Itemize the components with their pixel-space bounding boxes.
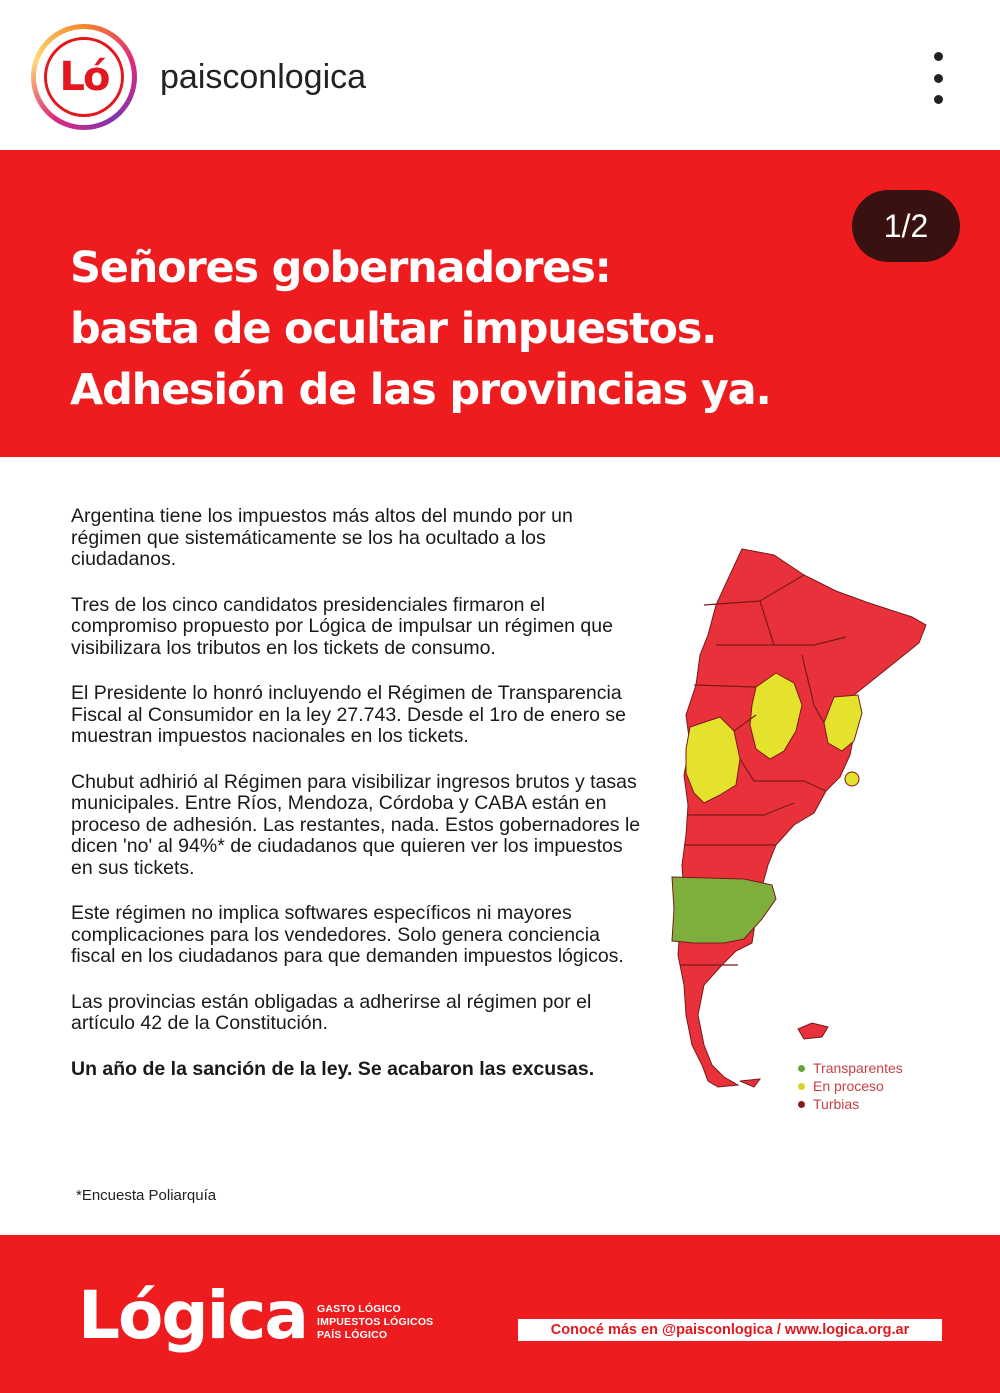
footnote: *Encuesta Poliarquía	[76, 1187, 217, 1204]
map-region-caba	[845, 772, 859, 786]
map-region-tierra-del-fuego-extra	[740, 1079, 760, 1087]
avatar-text: Ló	[59, 54, 109, 100]
logica-logo: Lógica	[78, 1277, 307, 1354]
legend-dot	[798, 1083, 805, 1090]
post-image	[0, 150, 1000, 1393]
post-header	[0, 0, 1000, 150]
legend-dot	[798, 1065, 805, 1072]
map-region-turbias	[678, 549, 926, 1087]
paragraph: Tres de los cinco candidatos presidenciales firmaron el compromiso propuesto por Lógica de impulsar un régimen que visibilizara los tributos en los tickets de consumo.	[71, 593, 613, 659]
map-legend	[798, 1059, 903, 1113]
headline	[70, 238, 870, 421]
tagline-line: PAÍS LÓGICO	[317, 1329, 388, 1341]
legend-label: Turbias	[813, 1096, 860, 1112]
avatar-background	[36, 29, 132, 125]
paragraph: Argentina tiene los impuestos más altos del mundo por un régimen que sistemáticamente se los ha ocultado a los ciudadanos.	[71, 505, 573, 570]
paragraph: Este régimen no implica softwares específicos ni mayores complicaciones para los vendedores. Solo genera conciencia fiscal en los ciudadanos para que demanden impuestos lógicos.	[71, 902, 624, 967]
tagline-line: IMPUESTOS LÓGICOS	[317, 1316, 434, 1328]
map-region-malvinas	[798, 1023, 828, 1039]
headline-line: Adhesión de las provincias ya.	[70, 365, 771, 415]
avatar[interactable]	[31, 24, 137, 130]
cta-link: Conocé más en @paisconlogica / www.logica.org.ar	[518, 1319, 942, 1341]
tagline-line: GASTO LÓGICO	[317, 1303, 401, 1315]
body-text	[71, 506, 646, 1104]
legend-item-turbias	[798, 1095, 903, 1113]
legend-label: Transparentes	[813, 1060, 903, 1076]
closing-statement: Un año de la sanción de la ley. Se acabaron las excusas.	[71, 1057, 595, 1080]
username-link[interactable]: paisconlogica	[160, 58, 367, 96]
legend-dot	[798, 1101, 805, 1108]
map-region-chubut	[672, 877, 776, 943]
footer-banner	[0, 1235, 1000, 1393]
more-options-button[interactable]	[920, 52, 956, 104]
more-vertical-icon-dot	[934, 74, 943, 83]
paragraph: Chubut adhirió al Régimen para visibilizar ingresos brutos y tasas municipales. Entre Ríos, Mendoza, Córdoba y CABA están en proceso de adhesión. Las restantes, nada. Estos gobernadores le dicen 'no' al 94%* de ciudadanos que quieren ver los impuestos en sus tickets.	[71, 770, 641, 879]
more-vertical-icon	[934, 52, 943, 61]
paragraph: El Presidente lo honró incluyendo el Régimen de Transparencia Fiscal al Consumidor en la ley 27.743. Desde el 1ro de enero se muestran impuestos nacionales en los tickets.	[71, 682, 626, 747]
paragraph: Las provincias están obligadas a adherirse al régimen por el artículo 42 de la Constitución.	[71, 990, 592, 1034]
logo-icon	[44, 37, 124, 117]
more-vertical-icon-dot	[934, 95, 943, 104]
legend-item-transparentes	[798, 1059, 903, 1077]
legend-item-en-proceso	[798, 1077, 903, 1095]
legend-label: En proceso	[813, 1078, 884, 1094]
headline-line: Señores gobernadores:	[70, 243, 611, 293]
argentina-map	[664, 545, 934, 1095]
headline-line: basta de ocultar impuestos.	[70, 304, 717, 354]
carousel-counter: 1/2	[852, 190, 960, 262]
headline-banner	[0, 150, 1000, 457]
tagline	[317, 1303, 433, 1342]
